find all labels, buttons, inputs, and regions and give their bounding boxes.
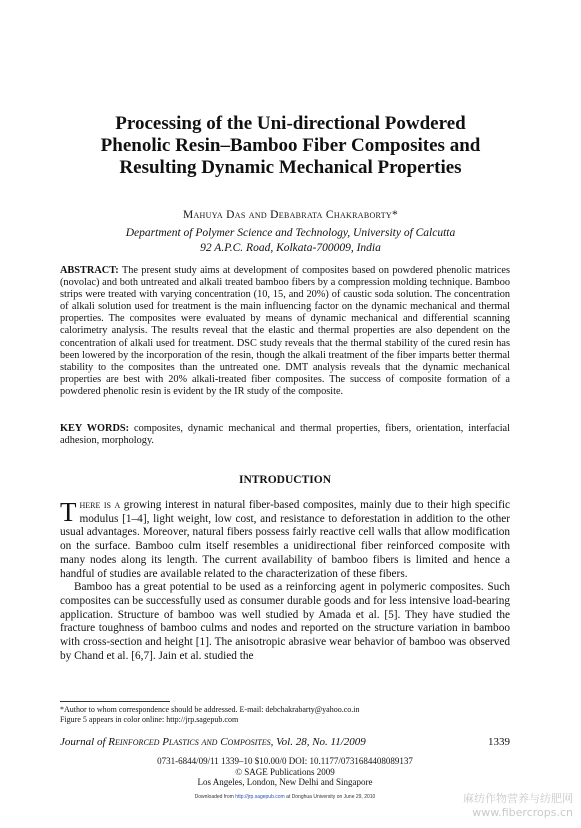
footnote-line-1: *Author to whom correspondence should be addressed. E-mail: debchakrabarty@yahoo.co.in bbox=[60, 705, 360, 714]
abstract-label: ABSTRACT: bbox=[60, 265, 119, 276]
title-line-3: Resulting Dynamic Mechanical Properties bbox=[119, 157, 462, 178]
abstract bbox=[60, 265, 510, 398]
journal-volume: Vol. 28, No. 11/2009 bbox=[276, 736, 366, 748]
download-suffix: at Donghua University on June 29, 2010 bbox=[286, 794, 376, 800]
affiliation-line-2: 92 A.P.C. Road, Kolkata-700009, India bbox=[200, 242, 381, 254]
abstract-text: The present study aims at development of composites based on powdered phenolic matrices (novolac) and both untreated and alkali treated bamboo fibers by a compression molding technique. Bamboo strips were treated with varying concentration (10, 15, and 20%) of caustic soda solution. The concentration of alkali solution used for treatment is the main influencing factor on the dynamic mechanical and thermal properties. The composites were evaluated by means of dynamic mechanical and differential scanning calorimetry analysis. The results reveal that the elastic and thermal properties are also dependent on the concentration of alkali used for treatment. DSC study reveals that the thermal stability of the cured resin has been lowered by the incorporation of the resin, though the alkali treatment of the fiber imparts better thermal stability to the composites than the untreated one. DMT analysis reveals that the dynamic mechanical properties are best with 20% alkali-treated fiber composites. The success of composite formation of a powdered phenolic resin is evident by the IR study of the composite. bbox=[60, 265, 511, 397]
journal-of: Journal of bbox=[60, 736, 106, 748]
watermark bbox=[463, 792, 573, 820]
intro-paragraph-2: Bamboo has a great potential to be used as a reinforcing agent in polymeric composites. Such composites can be successfully used as consumer durable goods and for less intensive load-bearing application. Structure of bamboo was well studied by Amada et al. [5]. They have studied the fracture toughness of bamboo culms and nodes and reported on the structure variation in bamboo with cross-section and height [1]. The anisotropic abrasive wear behavior of bamboo was observed by Chand et al. [6,7]. Jain et al. studied the bbox=[60, 581, 510, 662]
intro-paragraph-1-text: growing interest in natural fiber-based composites, mainly due to their high specific modulus [1–4], light weight, low cost, and resistance to deforestation in addition to the other usual advantages. Moreover, natural fibers possess fairly reactive cell walls that allow modification on the surface. Bamboo culm itself resembles a unidirectional fiber reinforced composite with many nodes along its length. The current availability of bamboo fibers is limited and hence a handful of studies are available related to the characterization of these fibers. bbox=[60, 499, 510, 580]
journal-citation bbox=[60, 736, 510, 748]
authors: Mahuya Das and Debabrata Chakraborty* bbox=[182, 209, 399, 221]
title-line-2: Phenolic Resin–Bamboo Fiber Composites and bbox=[100, 135, 481, 156]
download-url-link[interactable]: http://jrp.sagepub.com bbox=[235, 794, 285, 800]
pubinfo-line-1: 0731-6844/09/11 1339–10 $10.00/0 DOI: 10.1177/0731684408089137 bbox=[157, 756, 413, 766]
keywords-text: composites, dynamic mechanical and thermal properties, fibers, orientation, interfacial adhesion, morphology. bbox=[60, 423, 510, 447]
watermark-line-2: www.fibercrops.cn bbox=[472, 806, 573, 819]
title-line-1: Processing of the Uni-directional Powdered bbox=[115, 113, 466, 134]
download-notice bbox=[60, 794, 510, 800]
footnote-rule bbox=[60, 701, 170, 702]
journal-name: Reinforced Plastics and Composites, bbox=[108, 736, 274, 748]
keywords bbox=[60, 423, 510, 447]
download-prefix: Downloaded from bbox=[194, 794, 234, 800]
affiliation-line-1: Department of Polymer Science and Technology, University of Calcutta bbox=[125, 227, 456, 239]
intro-paragraph-1 bbox=[60, 499, 510, 581]
introduction-body bbox=[60, 499, 510, 663]
lead-in-smallcaps: here is a bbox=[79, 499, 121, 511]
paper-title bbox=[40, 113, 541, 179]
keywords-label: KEY WORDS: bbox=[60, 423, 130, 434]
footnote-line-2: Figure 5 appears in color online: http://jrp.sagepub.com bbox=[60, 715, 239, 724]
watermark-line-1: 麻纺作物营养与纺肥网 bbox=[463, 792, 573, 805]
drop-cap: T bbox=[60, 497, 77, 527]
pubinfo-line-3: Los Angeles, London, New Delhi and Singapore bbox=[197, 777, 373, 787]
publication-info bbox=[60, 756, 510, 788]
pubinfo-line-2: © SAGE Publications 2009 bbox=[235, 766, 335, 777]
affiliation bbox=[60, 226, 521, 256]
page-number: 1339 bbox=[488, 736, 510, 748]
footnote bbox=[60, 705, 520, 725]
section-heading: INTRODUCTION bbox=[238, 474, 331, 486]
